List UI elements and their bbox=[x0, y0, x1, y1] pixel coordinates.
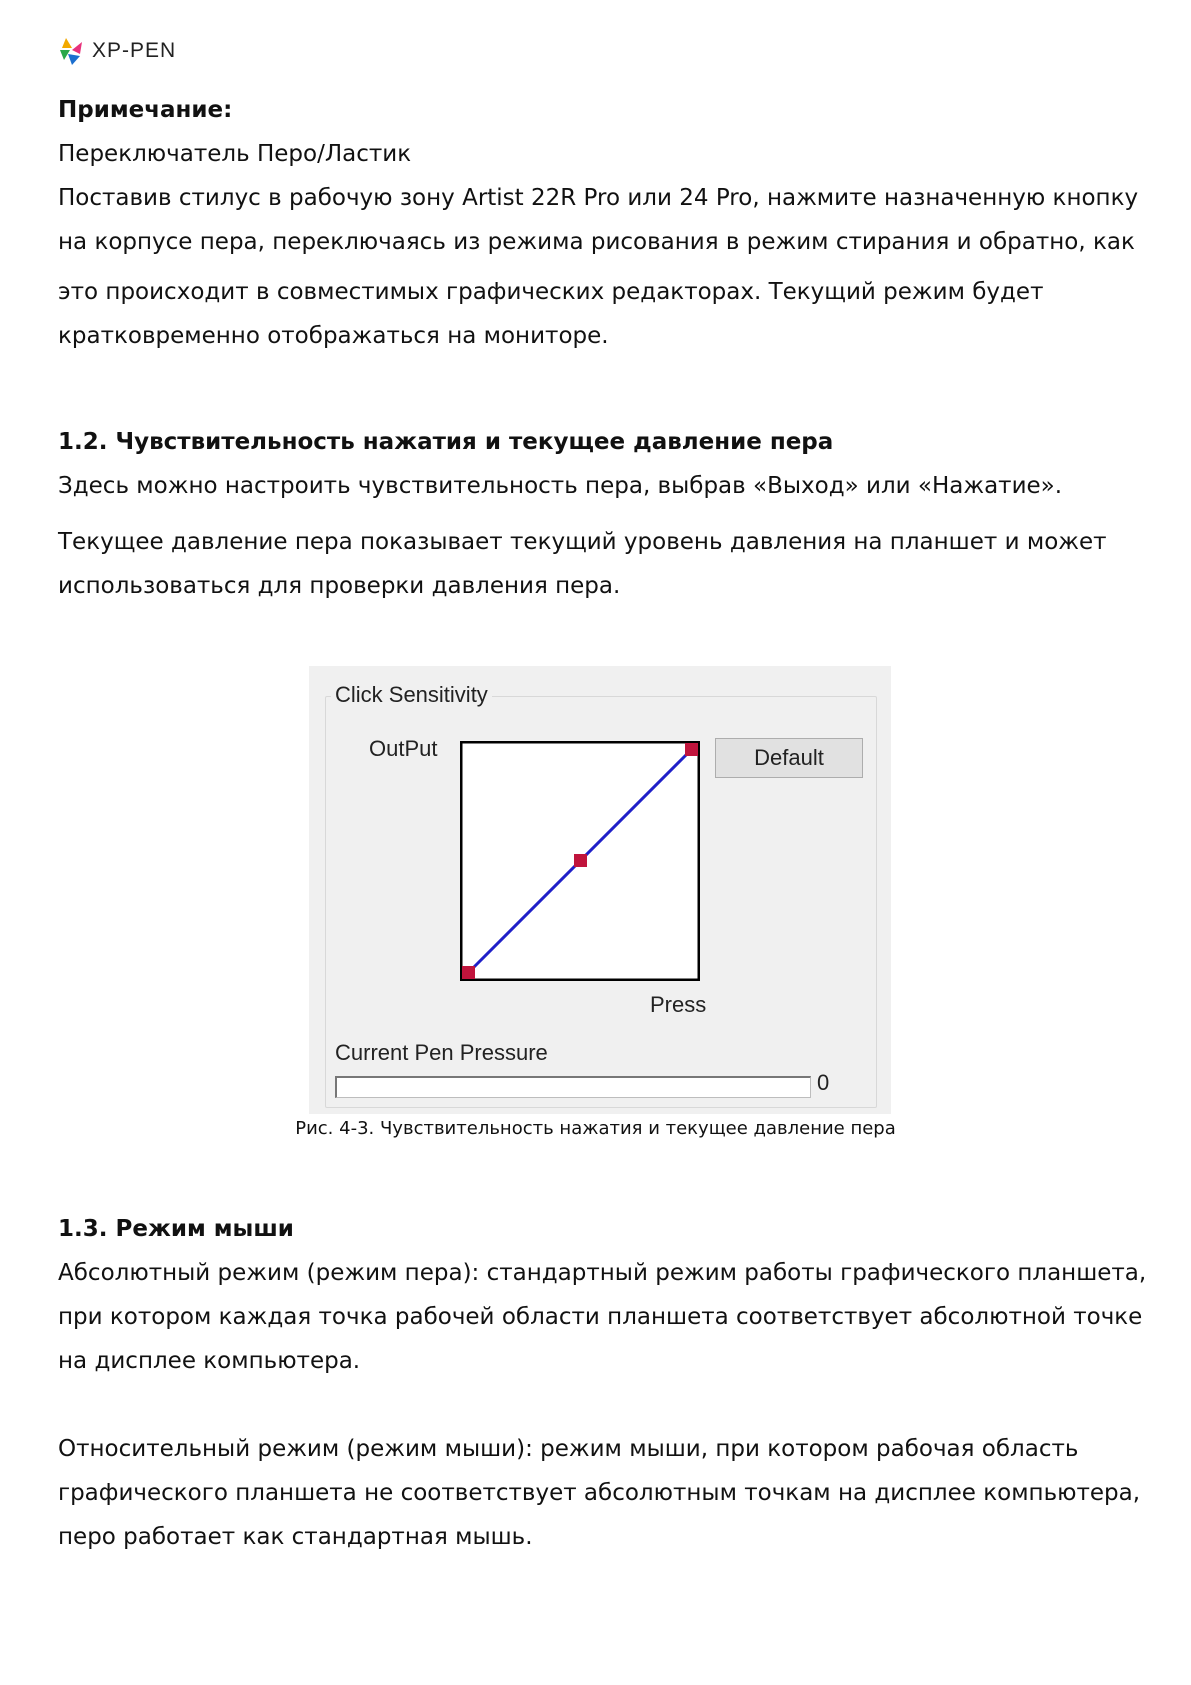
curve-handle-end bbox=[685, 743, 698, 756]
section-1-2-paragraph: Текущее давление пера показывает текущий уровень давления на планшет и может bbox=[58, 529, 1107, 555]
curve-handle-mid bbox=[574, 854, 587, 867]
note-line: Поставив стилус в рабочую зону Artist 22R Pro или 24 Pro, нажмите назначенную кнопку bbox=[58, 185, 1139, 211]
section-1-3-paragraph: Относительный режим (режим мыши): режим мыши, при котором рабочая область bbox=[58, 1436, 1079, 1462]
note-subtitle: Переключатель Перо/Ластик bbox=[58, 141, 412, 167]
xp-pen-logo-icon bbox=[58, 36, 86, 66]
press-label: Press bbox=[650, 992, 707, 1017]
output-label: OutPut bbox=[369, 736, 438, 761]
section-1-3-paragraph: графического планшета не соответствует абсолютным точкам на дисплее компьютера, bbox=[58, 1480, 1141, 1506]
logo-text: XP-PEN bbox=[92, 39, 177, 62]
note-block bbox=[58, 88, 1138, 358]
section-1-3-paragraph: перо работает как стандартная мышь. bbox=[58, 1524, 533, 1550]
curve-handle-start bbox=[462, 966, 475, 979]
pen-pressure-value: 0 bbox=[817, 1070, 830, 1095]
section-1-3-paragraph: Абсолютный режим (режим пера): стандартный режим работы графического планшета, bbox=[58, 1260, 1147, 1286]
click-sensitivity-figure bbox=[309, 666, 891, 1114]
current-pen-pressure-label: Current Pen Pressure bbox=[335, 1040, 548, 1065]
section-1-2 bbox=[58, 420, 1138, 608]
section-1-3-paragraph: при котором каждая точка рабочей области планшета соответствует абсолютной точке bbox=[58, 1304, 1143, 1330]
figure-caption: Рис. 4-3. Чувствительность нажатия и текущее давление пера bbox=[295, 1118, 896, 1139]
section-1-2-heading: 1.2. Чувствительность нажатия и текущее давление пера bbox=[58, 429, 834, 455]
section-1-3-paragraph: на дисплее компьютера. bbox=[58, 1348, 361, 1374]
section-1-3-heading: 1.3. Режим мыши bbox=[58, 1216, 294, 1242]
default-button[interactable]: Default bbox=[715, 738, 863, 778]
sensitivity-graph[interactable] bbox=[460, 741, 700, 981]
note-line: на корпусе пера, переключаясь из режима рисования в режим стирания и обратно, как bbox=[58, 229, 1135, 255]
section-1-2-paragraph: Здесь можно настроить чувствительность пера, выбрав «Выход» или «Нажатие». bbox=[58, 473, 1063, 499]
group-title: Click Sensitivity bbox=[331, 682, 492, 708]
note-line: кратковременно отображаться на мониторе. bbox=[58, 323, 609, 349]
section-1-2-paragraph: использоваться для проверки давления пера. bbox=[58, 573, 621, 599]
note-line: это происходит в совместимых графических редакторах. Текущий режим будет bbox=[58, 279, 1044, 305]
section-1-3 bbox=[58, 1207, 1147, 1559]
pen-pressure-bar bbox=[335, 1076, 811, 1098]
note-title: Примечание: bbox=[58, 97, 233, 123]
xp-pen-logo bbox=[58, 36, 176, 66]
